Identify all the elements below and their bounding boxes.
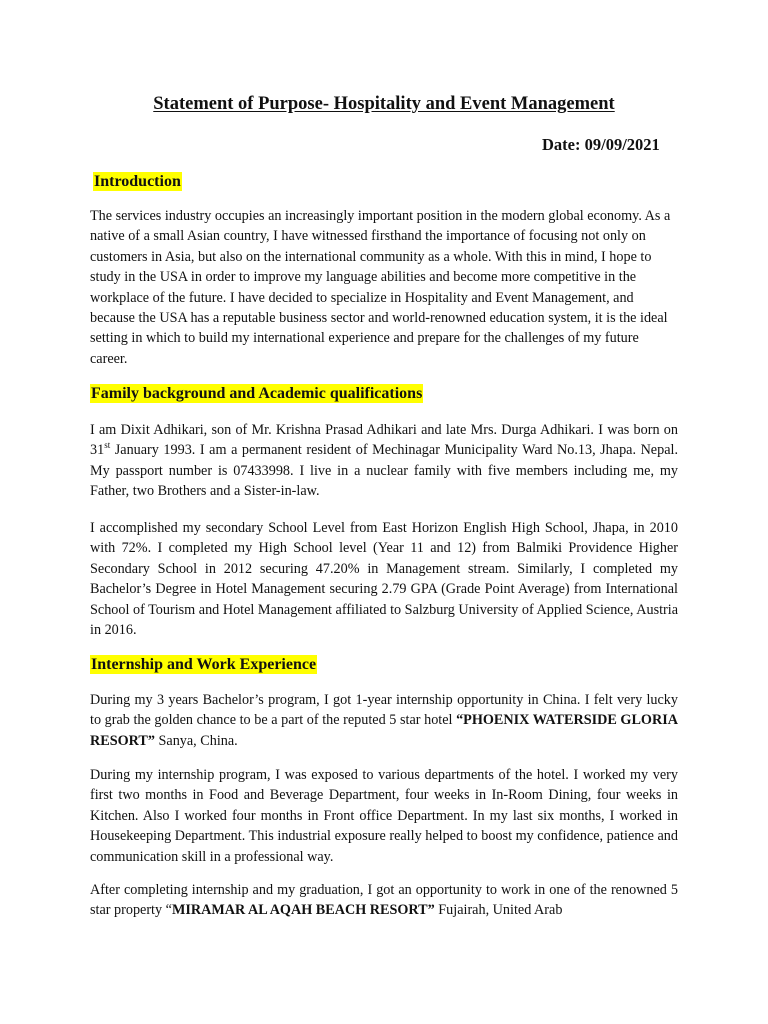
work-experience-paragraph: [90, 880, 678, 921]
document-date: Date: 09/09/2021: [542, 135, 660, 154]
resort-name-bold: MIRAMAR AL AQAH BEACH RESORT”: [171, 902, 435, 919]
ordinal-superscript: st: [104, 440, 111, 451]
paragraph-text: Sanya, China.: [154, 732, 238, 749]
family-background-paragraph: [90, 420, 678, 502]
heading-highlight: Family background and Academic qualifications: [91, 385, 423, 402]
section-heading-introduction: [93, 172, 182, 192]
internship-paragraph: [90, 690, 678, 751]
introduction-paragraph: The services industry occupies an increasingly important position in the modern global economy. As a native of a small Asian country, I have witnessed firsthand the importance of focusing not only on customers in Asia, but also on the international community as a whole. With this in mind, I hope to study in the USA in order to improve my language abilities and become more competitive in the workplace of the future. I have decided to specialize in Hospitality and Event Management, and because the USA has a reputable business sector and world-renowned education system, it is the ideal setting in which to build my international experience and prepare for the challenges of my future career.: [90, 208, 671, 367]
paragraph-text: During my 3 years Bachelor’s program, I got 1-year internship opportunity in China. I felt very lucky to grab the golden chance to be a part of the reputed 5 star hotel: [90, 692, 678, 729]
paragraph-text: After completing internship and my graduation, I got an opportunity to work in one of the renowned 5 star property “: [90, 882, 678, 919]
hotel-name-bold: “PHOENIX WATERSIDE GLORIA RESORT”: [90, 712, 678, 749]
paragraph-text: January 1993. I am a permanent resident of Mechinagar Municipality Ward No.13, Jhapa. Nepal. My passport number is 07433998. I live in a nuclear family with five members including me, my Father, two Brothers and a Sister-in-law.: [90, 442, 678, 500]
section-heading-internship: [90, 655, 317, 675]
heading-highlight: Introduction: [94, 173, 181, 190]
document-title: Statement of Purpose- Hospitality and Event Management: [153, 94, 615, 114]
heading-highlight: Internship and Work Experience: [91, 656, 317, 673]
academic-qualifications-paragraph: I accomplished my secondary School Level from East Horizon English High School, Jhapa, in 2010 with 72%. I completed my High School level (Year 11 and 12) from Balmiki Providence Higher Secondary School in 2012 securing 47.20% in Management stream. Similarly, I completed my Bachelor’s Degree in Hotel Management securing 2.79 GPA (Grade Point Average) from International School of Tourism and Hotel Management affiliated to Salzburg University of Applied Science, Austria in 2016.: [90, 520, 678, 639]
paragraph-text: Fujairah, United Arab: [434, 902, 563, 919]
section-heading-family-background: [90, 384, 423, 404]
paragraph-text: I am Dixit Adhikari, son of Mr. Krishna Prasad Adhikari and late Mrs. Durga Adhikari. I was born on 31: [90, 422, 678, 459]
internship-departments-paragraph: During my internship program, I was exposed to various departments of the hotel. I worked my very first two months in Food and Beverage Department, four weeks in In-Room Dining, four weeks in Kitchen. Also I worked four months in Front office Department. In my last six months, I worked in Housekeeping Department. This industrial exposure really helped to boost my confidence, patience and communication skill in a professional way.: [90, 767, 678, 865]
